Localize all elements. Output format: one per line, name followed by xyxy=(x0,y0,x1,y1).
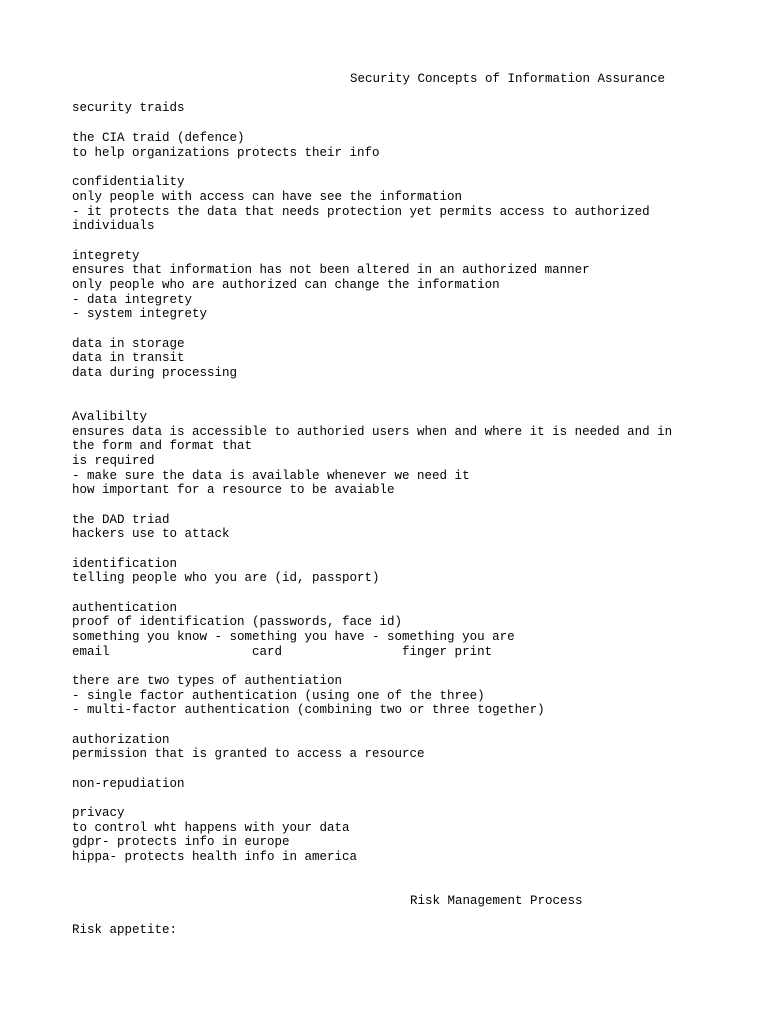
text-line: - make sure the data is available whenever we need it xyxy=(72,469,470,483)
text-line: individuals xyxy=(72,219,155,233)
text-line: security traids xyxy=(72,101,185,115)
text-line: - multi-factor authentication (combining two or three together) xyxy=(72,703,545,717)
text-line: hippa- protects health info in america xyxy=(72,850,358,864)
text-line: authentication xyxy=(72,601,178,615)
text-line: only people who are authorized can change the information xyxy=(72,278,500,292)
text-line: to help organizations protects their info xyxy=(72,146,380,160)
text-line: Risk appetite: xyxy=(72,923,178,937)
text-line: how important for a resource to be avaiable xyxy=(72,483,395,497)
text-line: Avalibilty xyxy=(72,410,148,424)
text-line: confidentiality xyxy=(72,175,185,189)
text-line: privacy xyxy=(72,806,125,820)
text-line: identification xyxy=(72,557,178,571)
text-line: data in transit xyxy=(72,351,185,365)
text-line: the CIA traid (defence) xyxy=(72,131,245,145)
text-line: gdpr- protects info in europe xyxy=(72,835,290,849)
text-line: hackers use to attack xyxy=(72,527,230,541)
text-line: ensures data is accessible to authoried users when and where it is needed and in xyxy=(72,425,673,439)
text-line: the form and format that xyxy=(72,439,253,453)
text-line: authorization xyxy=(72,733,170,747)
text-line: telling people who you are (id, passport) xyxy=(72,571,380,585)
text-line: data during processing xyxy=(72,366,238,380)
text-line: proof of identification (passwords, face id) xyxy=(72,615,403,629)
text-line: only people with access can have see the information xyxy=(72,190,463,204)
text-line: - single factor authentication (using one of the three) xyxy=(72,689,485,703)
text-line: the DAD triad xyxy=(72,513,170,527)
section-heading: Risk Management Process xyxy=(410,894,583,908)
text-line: ensures that information has not been altered in an authorized manner xyxy=(72,263,590,277)
text-line: something you know - something you have - something you are xyxy=(72,630,515,644)
text-line: integrety xyxy=(72,249,140,263)
text-line: permission that is granted to access a resource xyxy=(72,747,425,761)
text-line: - data integrety xyxy=(72,293,193,307)
text-line: email card finger print xyxy=(72,645,493,659)
text-line: - system integrety xyxy=(72,307,208,321)
text-line: data in storage xyxy=(72,337,185,351)
text-line: - it protects the data that needs protection yet permits access to authorized xyxy=(72,205,650,219)
text-line: is required xyxy=(72,454,155,468)
text-line: there are two types of authentiation xyxy=(72,674,343,688)
text-line: non-repudiation xyxy=(72,777,185,791)
document-title: Security Concepts of Information Assurance xyxy=(350,72,666,86)
text-line: to control wht happens with your data xyxy=(72,821,350,835)
